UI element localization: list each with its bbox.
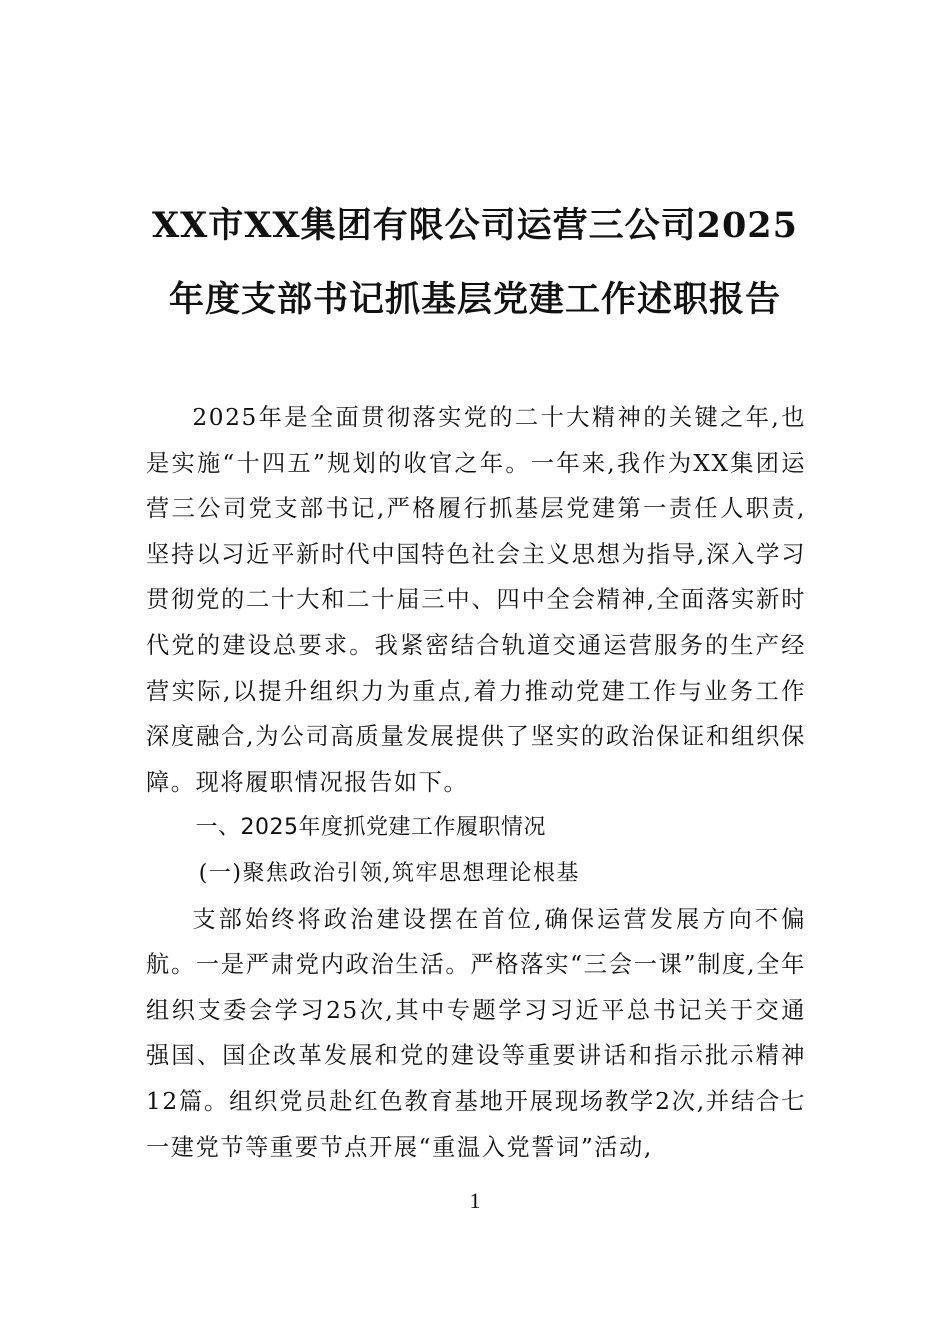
subsection-heading: (一)聚焦政治引领,筑牢思想理论根基 [198, 860, 580, 886]
document-title [100, 189, 850, 337]
intro-paragraph: 2025年是全面贯彻落实党的二十大精神的关键之年,也是实施“十四五”规划的收官之年。一年来,我作为XX集团运营三公司党支部书记,严格履行抓基层党建第一责任人职责,坚持以习近平新时代中国特色社会主义思想为指导,深入学习贯彻党的二十大和二十届三中、四中全会精神,全面落实新时代党的建设总要求。我紧密结合轨道交通运营服务的生产经营实际,以提升组织力为重点,着力推动党建工作与业务工作深度融合,为公司高质量发展提供了坚实的政治保证和组织保障。现将履职情况报告如下。 [146, 404, 806, 796]
page-number: 1 [469, 1188, 481, 1213]
document-body [146, 395, 806, 1170]
title-line-1: XX市XX集团有限公司运营三公司2025 [151, 205, 799, 247]
section-paragraph: 支部始终将政治建设摆在首位,确保运营发展方向不偏航。一是严肃党内政治生活。严格落实“三会一课”制度,全年组织支委会学习25次,其中专题学习习近平总书记关于交通强国、国企改革发展和党的建设等重要讲话和指示批示精神12篇。组织党员赴红色教育基地开展现场教学2次,并结合七一建党节等重要节点开展“重温入党誓词”活动, [146, 905, 806, 1161]
title-line-2: 年度支部书记抓基层党建工作述职报告 [168, 279, 781, 321]
section-heading: 一、2025年度抓党建工作履职情况 [195, 815, 546, 841]
